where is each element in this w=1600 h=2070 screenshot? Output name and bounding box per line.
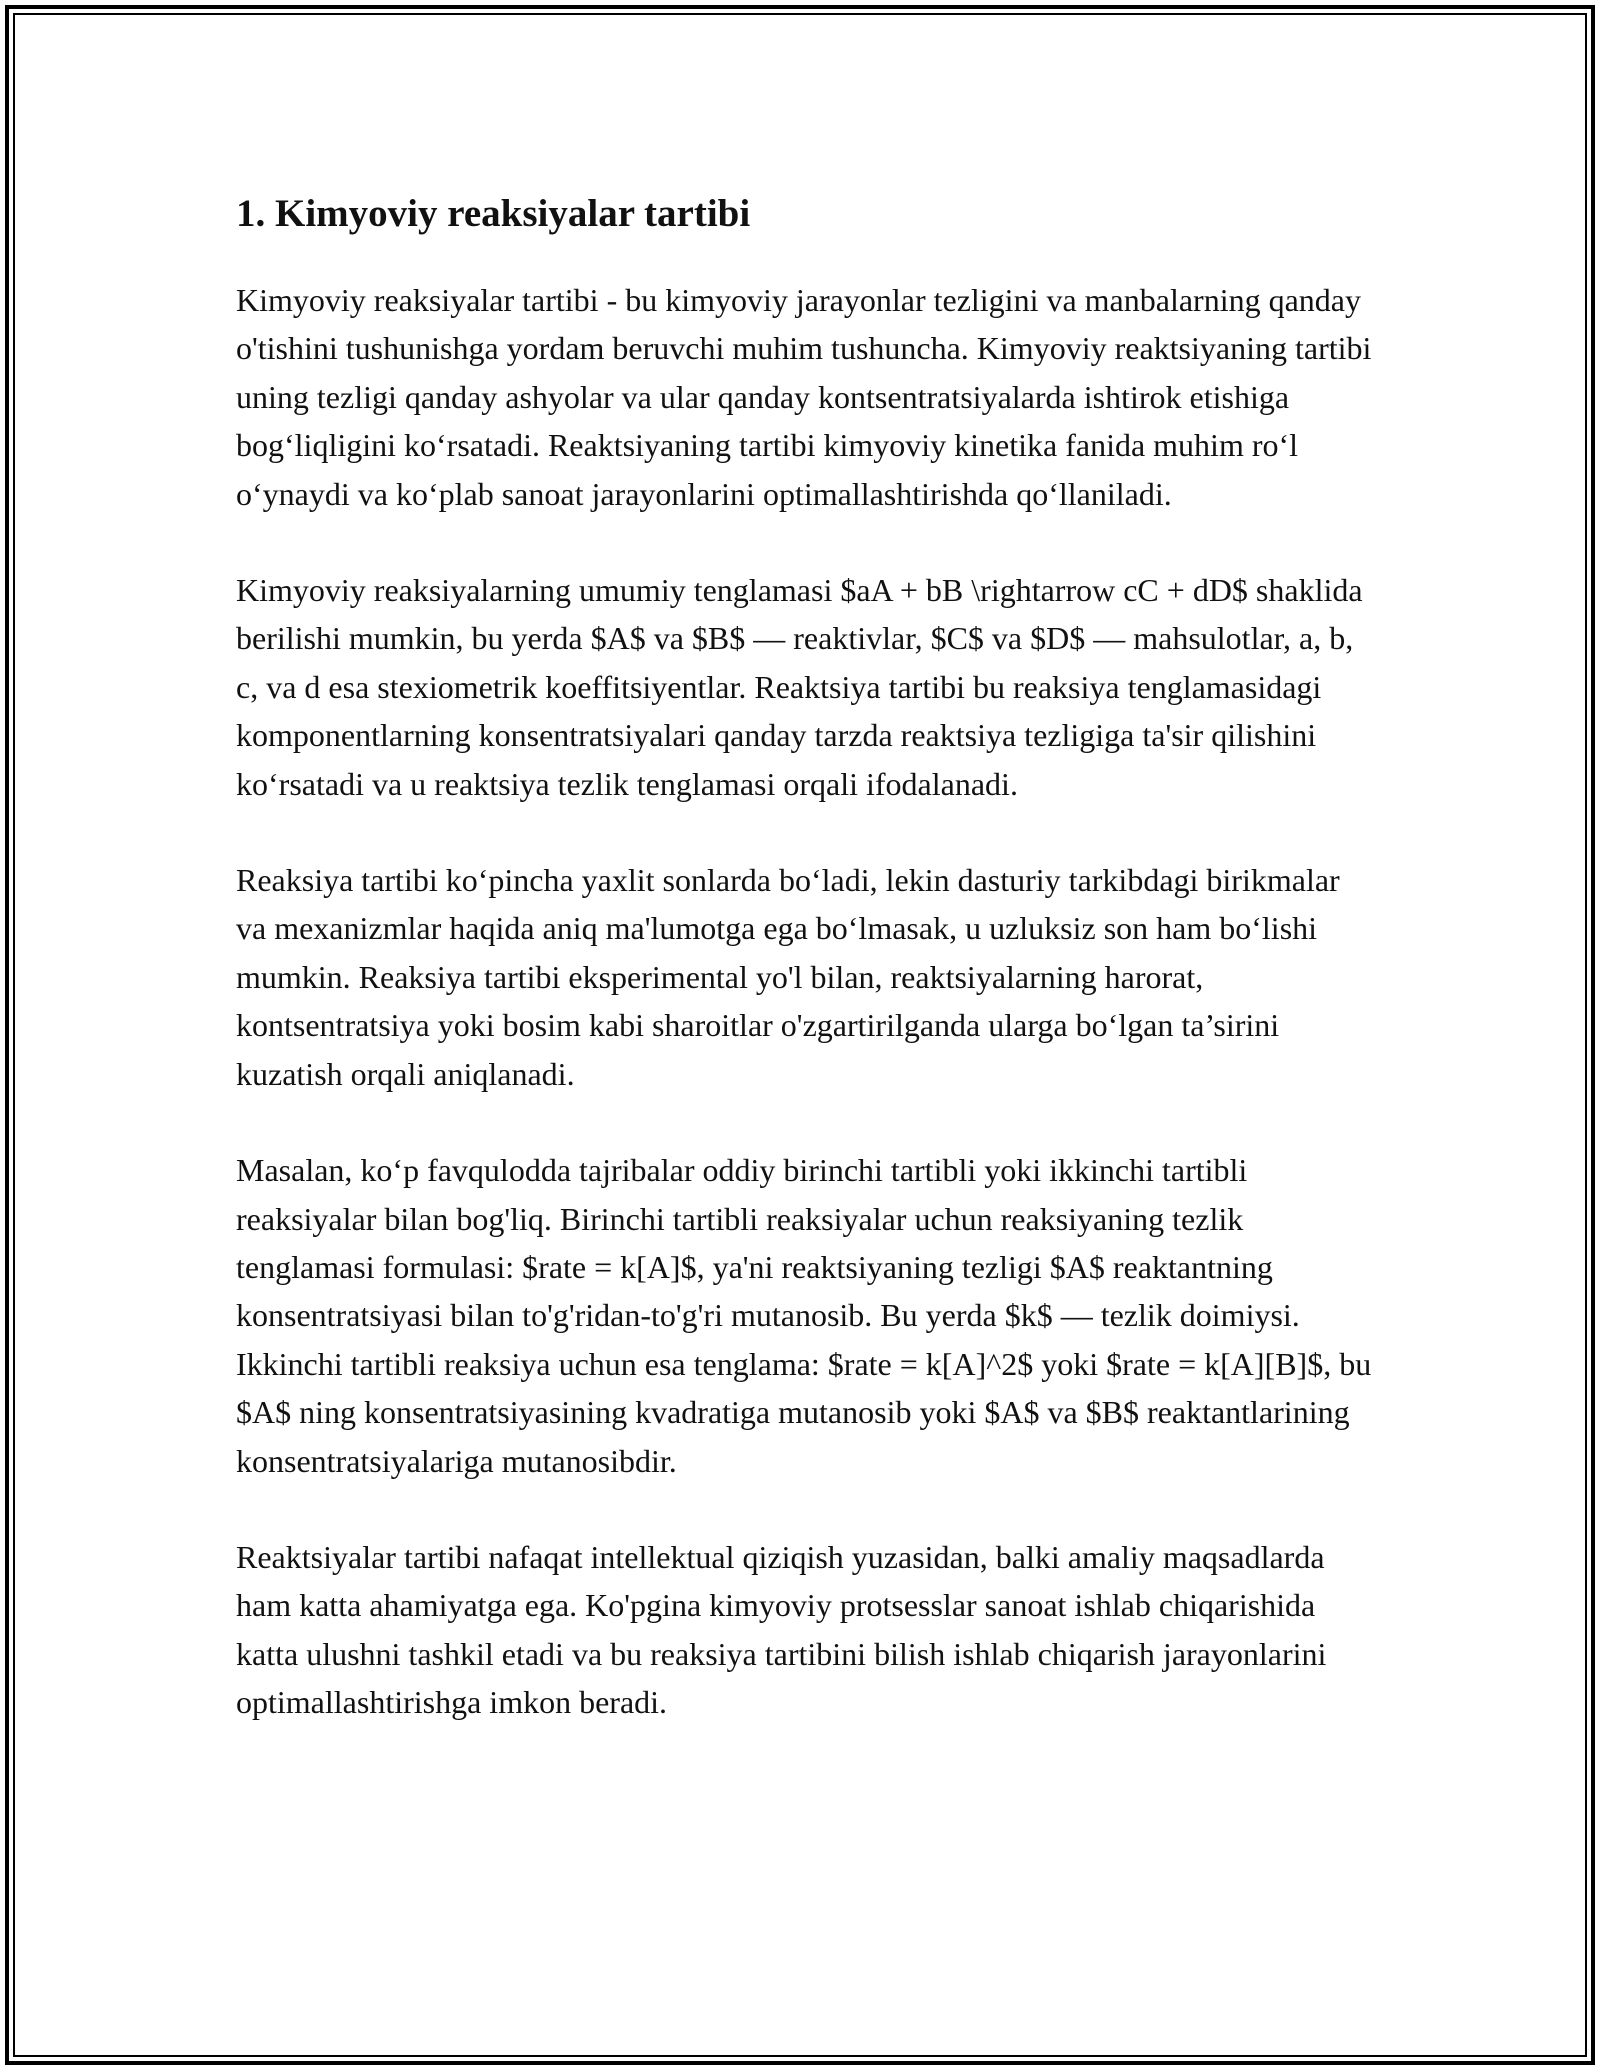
paragraph-intro: Kimyoviy reaksiyalar tartibi - bu kimyoviy jarayonlar tezligini va manbalarning qanday o'tishini tushunishga yordam beruvchi muhim tushuncha. Kimyoviy reaktsiyaning tartibi uning tezligi qanday ashyolar va ular qanday kontsentratsiyalarda ishtirok etishiga bog‘liqligini ko‘rsatadi. Reaktsiyaning tartibi kimyoviy kinetika fanida muhim ro‘l o‘ynaydi va ko‘plab sanoat jarayonlarini optimallashtirishda qo‘llaniladi. bbox=[236, 282, 1372, 512]
paragraph-order-values: Reaksiya tartibi ko‘pincha yaxlit sonlarda bo‘ladi, lekin dasturiy tarkibdagi birikmalar va mexanizmlar haqida aniq ma'lumotga ega bo‘lmasak, u uzluksiz son ham bo‘lishi mumkin. Reaksiya tartibi eksperimental yo'l bilan, reaktsiyalarning harorat, kontsentratsiya yoki bosim kabi sharoitlar o'zgartirilganda ularga bo‘lgan ta’sirini kuzatish orqali aniqlanadi. bbox=[236, 862, 1340, 1092]
paragraph-practical-importance: Reaktsiyalar tartibi nafaqat intellektual qiziqish yuzasidan, balki amaliy maqsadlarda ham katta ahamiyatga ega. Ko'pgina kimyoviy protsesslar sanoat ishlab chiqarishida katta ulushni tashkil etadi va bu reaksiya tartibini bilish ishlab chiqarish jarayonlarini optimallashtirishga imkon beradi. bbox=[236, 1538, 1327, 1721]
paragraph-general-equation: Kimyoviy reaksiyalarning umumiy tenglamasi $aA + bB \rightarrow cC + dD$ shaklida berilishi mumkin, bu yerda $A$ va $B$ — reaktivlar, $C$ va $D$ — mahsulotlar, a, b, c, va d esa stexiometrik koeffitsiyentlar. Reaktsiya tartibi bu reaksiya tenglamasidagi komponentlarning konsentratsiyalari qanday tarzda reaktsiya tezligiga ta'sir qilishini ko‘rsatadi va u reaktsiya tezlik tenglamasi orqali ifodalanadi. bbox=[236, 572, 1363, 802]
section-heading: 1. Kimyoviy reaksiyalar tartibi bbox=[236, 192, 751, 235]
paragraph-examples: Masalan, ko‘p favqulodda tajribalar oddiy birinchi tartibli yoki ikkinchi tartibli reaksiyalar bilan bog'liq. Birinchi tartibli reaksiyalar uchun reaksiyaning tezlik tenglamasi formulasi: $rate = k[A]$, ya'ni reaktsiyaning tezligi $A$ reaktantning konsentratsiyasi bilan to'g'ridan-to'g'ri mutanosib. Bu yerda $k$ — tezlik doimiysi. Ikkinchi tartibli reaksiya uchun esa tenglama: $rate = k[A]^2$ yoki $rate = k[A][B]$, bu $A$ ning konsentratsiyasining kvadratiga mutanosib yoki $A$ va $B$ reaktantlarining konsentratsiyalariga mutanosibdir. bbox=[236, 1152, 1372, 1479]
document-body bbox=[236, 186, 1376, 1775]
